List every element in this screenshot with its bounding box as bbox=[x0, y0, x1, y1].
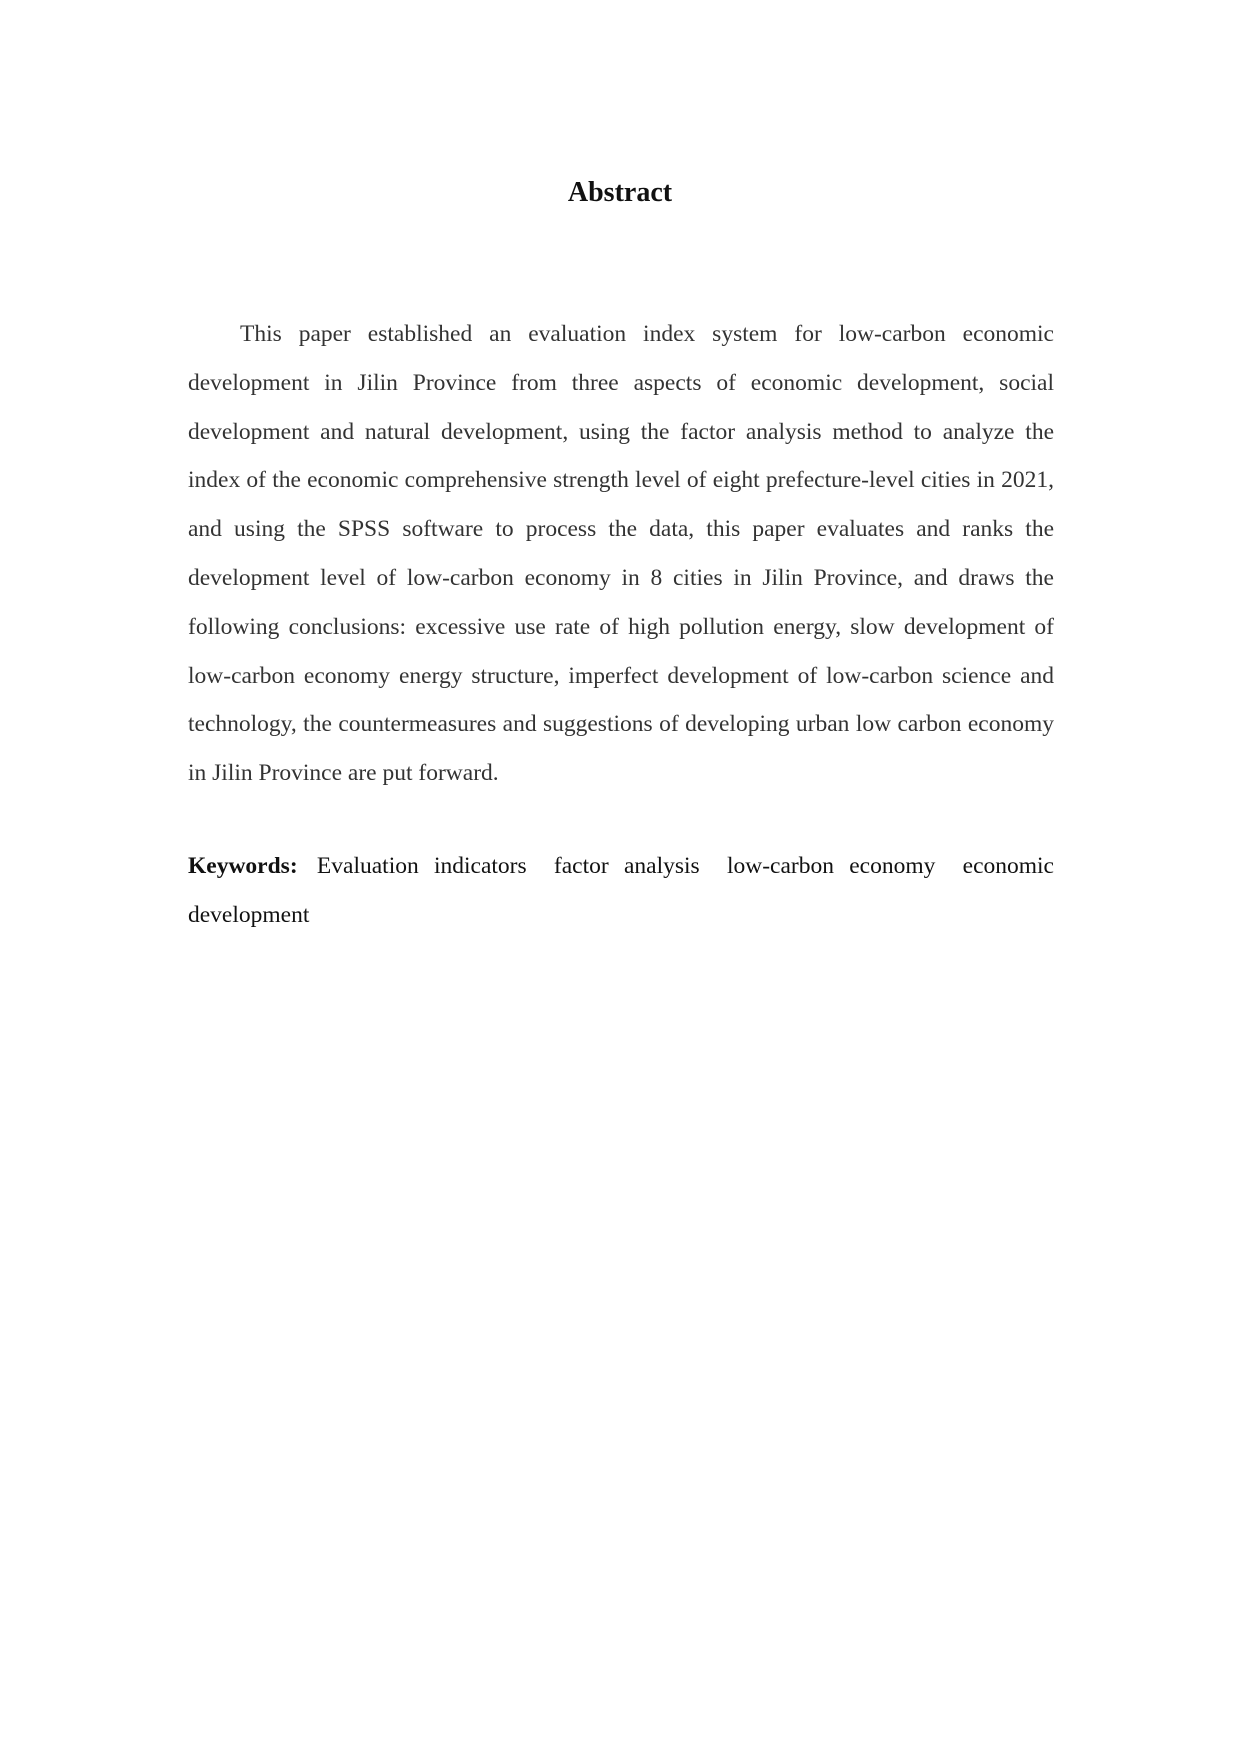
keyword-item: Evaluation indicators bbox=[316, 853, 527, 879]
page-title: Abstract bbox=[567, 177, 673, 208]
abstract-paragraph: This paper established an evaluation index system for low-carbon economic development in Jilin Province from three aspects of economic development, social development and natural development, using the factor analysis method to analyze the index of the economic comprehensive strength level of eight prefecture-level cities in 2021, and using the SPSS software to process the data, this paper evaluates and ranks the development level of low-carbon economy in 8 cities in Jilin Province, and draws the following conclusions: excessive use rate of high pollution energy, slow development of low-carbon economy energy structure, imperfect development of low-carbon science and technology, the countermeasures and suggestions of developing urban low carbon economy in Jilin Province are put forward. bbox=[188, 321, 1054, 787]
keywords-line bbox=[188, 842, 1054, 940]
keyword-item: economic development bbox=[188, 853, 1054, 928]
keyword-item: factor analysis bbox=[553, 853, 700, 879]
keyword-item: low-carbon economy bbox=[726, 853, 936, 879]
keywords-label: Keywords: bbox=[188, 853, 298, 879]
